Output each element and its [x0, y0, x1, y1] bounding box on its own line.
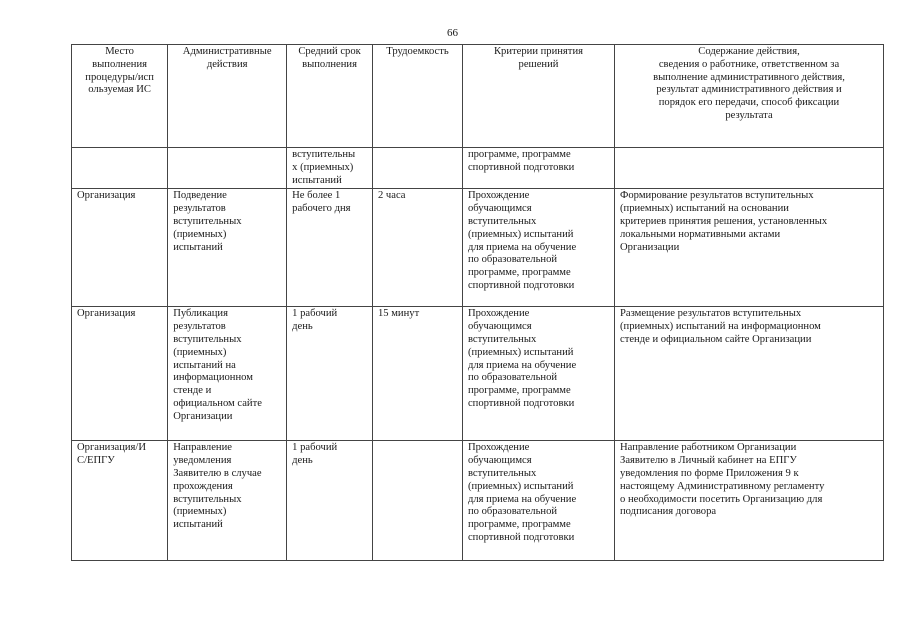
cell-line: уведомления по форме Приложения 9 к: [620, 467, 799, 479]
cell-line: (приемных) испытаний: [467, 346, 574, 358]
cell-line: (приемных) испытаний на информационном: [620, 321, 821, 333]
header-term: [287, 45, 373, 148]
cell-criteria: [462, 189, 614, 307]
table-row: [72, 441, 884, 561]
cell-line: вступительных: [467, 215, 537, 227]
cell-line: результата: [725, 109, 773, 121]
cell-line: Прохождение: [467, 190, 530, 202]
cell-criteria: [462, 148, 614, 189]
cell-line: результат административного действия и: [656, 84, 842, 96]
cell-line: стенде и официальном сайте Организации: [620, 333, 812, 345]
cell-line: Заявителю в случае: [173, 467, 262, 479]
cell-line: (приемных): [173, 346, 227, 358]
cell-line: стенде и: [173, 385, 212, 397]
cell-line: выполнения: [92, 58, 147, 70]
cell-line: Организации: [620, 241, 680, 253]
cell-action: [168, 189, 287, 307]
cell-line: ользуемая ИС: [88, 84, 151, 96]
cell-place: [72, 307, 168, 441]
cell-line: программе, программе: [467, 267, 571, 279]
cell-line: 1 рабочий: [292, 308, 338, 320]
cell-line: программе, программе: [467, 149, 571, 160]
cell-line: Не более 1: [292, 190, 341, 202]
header-action: [168, 45, 287, 148]
cell-labor: [372, 148, 462, 189]
cell-place: [72, 148, 168, 189]
cell-line: официальном сайте: [173, 397, 262, 409]
cell-line: Публикация: [173, 308, 228, 320]
cell-line: обучающимся: [467, 455, 532, 467]
cell-line: локальными нормативными актами: [620, 228, 781, 240]
cell-line: решений: [518, 58, 559, 70]
cell-line: Трудоемкость: [386, 46, 449, 57]
cell-line: Прохождение: [467, 308, 530, 320]
cell-action: [168, 307, 287, 441]
cell-line: день: [292, 455, 313, 467]
cell-line: уведомления: [173, 455, 232, 467]
cell-line: Критерии принятия: [493, 46, 583, 57]
page-number: 66: [447, 27, 458, 39]
cell-line: спортивной подготовки: [467, 531, 575, 543]
cell-line: испытаний: [173, 241, 223, 253]
table-row: [72, 307, 884, 441]
cell-line: х (приемных): [292, 161, 354, 173]
cell-content: [615, 307, 884, 441]
cell-line: спортивной подготовки: [467, 161, 575, 173]
cell-labor: [372, 307, 462, 441]
cell-action: [168, 148, 287, 189]
cell-term: [287, 441, 373, 561]
cell-line: подписания договора: [620, 506, 717, 518]
cell-line: о необходимости посетить Организацию для: [620, 493, 823, 505]
cell-line: Прохождение: [467, 442, 530, 454]
cell-line: Размещение результатов вступительных: [620, 308, 802, 320]
cell-line: вступительных: [173, 333, 242, 345]
cell-line: день: [292, 321, 313, 333]
cell-line: порядок его передачи, способ фиксации: [658, 97, 840, 109]
cell-line: вступительных: [467, 467, 537, 479]
cell-line: вступительных: [173, 215, 242, 227]
cell-line: испытаний: [292, 174, 342, 186]
cell-line: Организация: [77, 308, 136, 320]
cell-line: (приемных) испытаний: [467, 228, 574, 240]
cell-line: 2 часа: [377, 190, 406, 202]
header-labor: [372, 45, 462, 148]
cell-line: (приемных): [173, 228, 227, 240]
cell-line: результатов: [173, 321, 226, 333]
cell-line: информационном: [173, 372, 253, 384]
cell-place: [72, 189, 168, 307]
cell-action: [168, 441, 287, 561]
cell-line: вступительны: [292, 149, 356, 160]
table-header-row: [72, 45, 884, 148]
cell-line: выполнения: [302, 58, 357, 70]
cell-line: спортивной подготовки: [467, 279, 575, 291]
cell-line: Заявителю в Личный кабинет на ЕПГУ: [620, 455, 797, 467]
cell-line: прохождения: [173, 480, 233, 492]
cell-line: по образовательной: [467, 254, 558, 266]
cell-line: для приема на обучение: [467, 493, 577, 505]
cell-line: процедуры/исп: [85, 71, 154, 83]
cell-line: Направление: [173, 442, 232, 454]
cell-line: испытаний на: [173, 359, 236, 371]
cell-line: Административные: [182, 46, 272, 57]
cell-line: для приема на обучение: [467, 359, 577, 371]
cell-term: [287, 189, 373, 307]
table-row: [72, 189, 884, 307]
table-row-continuation: [72, 148, 884, 189]
cell-line: Организации: [173, 410, 233, 422]
cell-criteria: [462, 307, 614, 441]
cell-line: выполнение административного действия,: [653, 71, 845, 83]
cell-line: Организация: [77, 190, 136, 202]
cell-line: 15 минут: [377, 308, 420, 320]
cell-line: (приемных): [173, 506, 227, 518]
cell-line: действия: [206, 58, 248, 70]
cell-content: [615, 148, 884, 189]
cell-line: сведения о работнике, ответственном за: [658, 58, 840, 70]
cell-line: (приемных) испытаний: [467, 480, 574, 492]
cell-term: [287, 307, 373, 441]
header-content: [615, 45, 884, 148]
cell-line: по образовательной: [467, 372, 558, 384]
cell-line: результатов: [173, 203, 226, 215]
cell-line: обучающимся: [467, 321, 532, 333]
cell-line: С/ЕПГУ: [77, 455, 115, 467]
cell-line: Средний срок: [298, 46, 361, 57]
cell-line: (приемных) испытаний на основании: [620, 203, 789, 215]
cell-content: [615, 189, 884, 307]
cell-content: [615, 441, 884, 561]
cell-line: Направление работником Организации: [620, 442, 797, 454]
cell-labor: [372, 189, 462, 307]
cell-line: испытаний: [173, 519, 223, 531]
cell-line: программе, программе: [467, 519, 571, 531]
header-place: [72, 45, 168, 148]
cell-line: вступительных: [173, 493, 242, 505]
cell-line: по образовательной: [467, 506, 558, 518]
cell-line: Место: [105, 46, 134, 57]
cell-term: [287, 148, 373, 189]
cell-line: спортивной подготовки: [467, 397, 575, 409]
cell-line: вступительных: [467, 333, 537, 345]
header-criteria: [462, 45, 614, 148]
cell-line: программе, программе: [467, 385, 571, 397]
cell-line: Содержание действия,: [698, 46, 800, 57]
cell-line: настоящему Административному регламенту: [620, 480, 825, 492]
cell-line: обучающимся: [467, 203, 532, 215]
cell-line: рабочего дня: [292, 203, 351, 215]
cell-line: критериев принятия решения, установленных: [620, 215, 828, 227]
cell-line: для приема на обучение: [467, 241, 577, 253]
cell-line: 1 рабочий: [292, 442, 338, 454]
cell-line: Подведение: [173, 190, 227, 202]
cell-line: Формирование результатов вступительных: [620, 190, 814, 202]
cell-labor: [372, 441, 462, 561]
cell-criteria: [462, 441, 614, 561]
cell-line: Организация/И: [77, 442, 147, 454]
procedure-table: [71, 44, 884, 561]
cell-place: [72, 441, 168, 561]
